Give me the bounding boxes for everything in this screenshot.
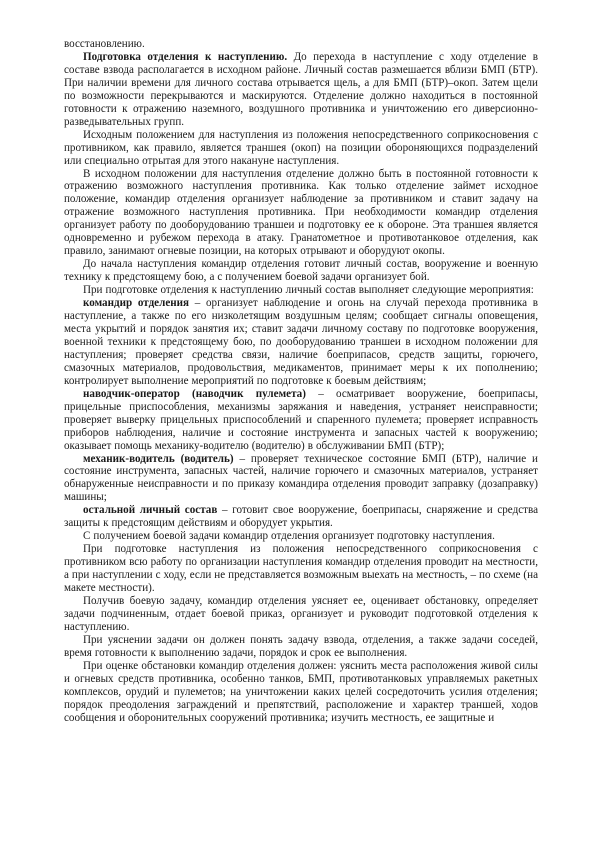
- paragraph-text: До перехода в наступление с ходу отделение в составе взвода располагается в исходном районе. Личный состав размешается вблизи БМП (БТР). При наличии времени для личного состава отрывается щель, а для БМП (БТР)–окоп. Затем щели по возможности перекрываются и маскируются. Отделение должно находиться в постоянной готовности к отражению наземного, воздушного противника и уничтожению его диверсионно-разведывательных групп.: [64, 50, 538, 128]
- paragraph-text: В исходном положении для наступления отделение должно быть в постоянной готовности к отражению возможного наступления противника. Как только отделение займет исходное положение, командир отделения организует наблюдение за противником и ставит задачу на отражение возможного наступления противника. При необходимости командир отделения организует работу по дооборудованию траншеи и подготовку ее к обороне. Эта траншея является одновременно и рубежом перехода в атаку. Гранатометное и противотанковое отделения, как правило, занимают огневые позиции, на которых отрывают и оборудуют окопы.: [64, 167, 538, 258]
- paragraph-text: Получив боевую задачу, командир отделения уясняет ее, оценивает обстановку, определяет задачи подчиненным, отдает боевой приказ, организует и руководит подготовкой отделения к наступлению.: [64, 594, 538, 633]
- paragraph: [64, 504, 538, 530]
- paragraph-lead-term: остальной личный состав: [83, 504, 218, 517]
- paragraph: [64, 258, 538, 284]
- paragraph: [64, 660, 538, 725]
- paragraph: [64, 595, 538, 634]
- paragraph: [64, 388, 538, 453]
- paragraph-text: Исходным положением для наступления из положения непосредственного соприкосновения с противником, как правило, является траншея (окоп) на позиции обороняющихся подразделений или специально отрытая для этого накануне наступления.: [64, 128, 538, 167]
- paragraph: [64, 38, 538, 51]
- paragraph: [64, 634, 538, 660]
- paragraph-text: – осматривает вооружение, боеприпасы, прицельные приспособления, механизмы заряжания и наведения, устраняет неисправности; проверяет выверку прицельных приспособлений и спаренного пулемета; проверяет исправность приборов наблюдения, наличие и состояние инструмента и запасных частей к вооружению; оказывает помощь механику-водителю (водителю) в обслуживании БМП (БТР);: [64, 387, 538, 452]
- paragraph-lead-term: наводчик-оператор (наводчик пулемета): [83, 387, 306, 400]
- paragraph: [64, 543, 538, 595]
- paragraph-text: – проверяет техническое состояние БМП (БТР), наличие и состояние инструмента, запасных частей, наличие горючего и смазочных материалов, устраняет обнаруженные неисправности и по приказу командира отделения проводит заправку (дозаправку) машины;: [64, 452, 538, 504]
- paragraph: [64, 297, 538, 388]
- paragraph-text: восстановлению.: [64, 38, 145, 50]
- paragraph-text: При уяснении задачи он должен понять задачу взвода, отделения, а также задачи соседей, время готовности к выполнению задачи, порядок и срок ее выполнения.: [64, 633, 538, 659]
- paragraph-lead-term: командир отделения: [83, 297, 190, 310]
- paragraph-text: С получением боевой задачи командир отделения организует подготовку наступления.: [83, 530, 495, 543]
- paragraph-lead-term: механик-водитель (водитель): [83, 452, 234, 465]
- paragraph: [64, 530, 538, 543]
- paragraph-text: – организует наблюдение и огонь на случай перехода противника в наступление, а также по его низколетящим воздушным целям; сообщает сигналы оповещения, места укрытий и порядок занятия их; ставит задачи личному составу по подготовке вооружения, военной техники к предстоящему бою, по дооборудованию траншеи в исходном положении для наступления; проверяет средства связи, наличие боеприпасов, средств защиты, горючего, смазочных материалов, продовольствия, медикаментов, принимает меры к их пополнению; контролирует выполнение мероприятий по подготовке к боевым действиям;: [64, 297, 539, 387]
- paragraph-text: До начала наступления командир отделения готовит личный состав, вооружение и военную технику к предстоящему бою, а с получением боевой задачи организует бой.: [64, 258, 538, 284]
- body-text-column: [64, 38, 538, 725]
- paragraph-text: – готовит свое вооружение, боеприпасы, снаряжение и средства защиты к предстоящим действиям и оборудует укрытия.: [64, 504, 538, 530]
- paragraph: [64, 168, 538, 259]
- paragraph: [64, 453, 538, 505]
- paragraph: [64, 284, 538, 297]
- paragraph-text: При подготовке отделения к наступлению личный состав выполняет следующие мероприятия:: [83, 284, 534, 297]
- paragraph-text: При подготовке наступления из положения непосредственного соприкосновения с противником всю работу по организации наступления командир отделения проводит на местности, а при наступлении с ходу, если не представляется возможным выехать на местность, – по схеме (на макете местности).: [64, 543, 538, 595]
- paragraph: [64, 129, 538, 168]
- paragraph-text: При оценке обстановки командир отделения должен: уяснить места расположения живой силы и огневых средств противника, особенно танков, БМП, противотанковых управляемых ракетных комплексов, орудий и пулеметов; на уничтожении каких целей сосредоточить усилия отделения; порядок преодоления заграждений и препятствий, расположение и характер траншей, ходов сообщения и оборонительных сооружений противника; изучить местность, ее защитные и: [64, 659, 538, 724]
- paragraph: [64, 51, 538, 129]
- paragraph-lead-term: Подготовка отделения к наступлению.: [83, 50, 288, 63]
